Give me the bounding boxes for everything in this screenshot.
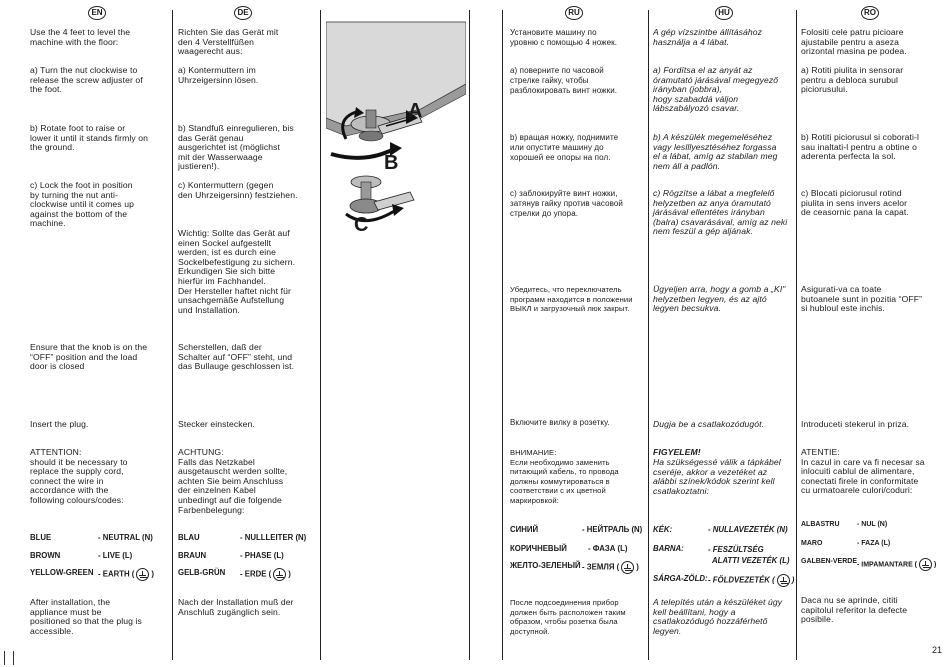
earth-close: ) <box>791 575 795 585</box>
en-step-a: a) Turn the nut clockwise to release the screw adjuster of the foot. <box>30 65 143 95</box>
en-after: After installation, the appliance must be positioned so that the plug is accessible. <box>30 597 142 636</box>
ru-attention: ВНИМАНИЕ: Если необходимо заменить питающий кабель, то провода должны коммутироваться в соответствии с их цветной маркировкой: <box>510 448 619 505</box>
binding-marks <box>4 651 14 665</box>
earth-icon <box>621 561 634 574</box>
wire-color: MARO <box>801 540 823 547</box>
divider <box>502 10 503 660</box>
hu-attention-head: FIGYELEM! <box>653 447 701 457</box>
lang-badge-de: DE <box>234 6 252 20</box>
ro-after: Daca nu se aprinde, cititi capitolul referitor la defecte posibile. <box>801 595 908 625</box>
wire-code: - НЕЙТРАЛЬ (N) <box>582 525 643 534</box>
earth-icon <box>136 568 149 581</box>
figure-label-c: C <box>354 214 369 236</box>
figure-label-b: B <box>384 152 399 174</box>
lang-badge-ru: RU <box>565 6 583 20</box>
wire-color: YELLOW-GREEN <box>30 568 94 577</box>
earth-close: ) <box>934 561 937 569</box>
de-step-c: c) Kontermuttern (gegen den Uhrzeigersinn) festziehen. <box>178 180 298 200</box>
earth-icon <box>919 558 932 571</box>
wire-code: - NEUTRAL (N) <box>98 533 153 542</box>
ro-attention: ATENTIE: In cazul in care va fi necesar sa inlocuiti cablul de alimentare, conectati firele in conformitate cu urmatoarele culori/coduri: <box>801 447 925 496</box>
ru-plug: Включите вилку в розетку. <box>510 418 610 427</box>
figure-label-a: A <box>408 100 423 122</box>
wire-code: - NULLAVEZETÉK (N) <box>708 525 788 534</box>
wire-color: GELB-GRÜN <box>178 568 226 577</box>
hu-after: A telepítés után a készüléket úgy kell beállítani, hogy a csatlakozódugó hozzáférhető legyen. <box>653 597 783 636</box>
wire-code-text: - IMPAMANTARE ( <box>857 561 918 569</box>
ro-step-c: c) Blocati piciorusul rotind piulita in sens invers acelor de ceasornic pana la capat. <box>801 188 909 218</box>
wire-color: GALBEN-VERDE <box>801 558 858 565</box>
wire-color: BRAUN <box>178 551 207 560</box>
en-step-c: c) Lock the foot in position by turning the nut anti- clockwise until it comes up against the bottom of the machine. <box>30 180 134 229</box>
divider <box>172 10 173 660</box>
wire-code <box>98 568 154 581</box>
ru-level: Установите машину по уровню с помощью 4 ножек. <box>510 28 618 47</box>
divider <box>796 10 797 660</box>
en-attention: ATTENTION: should it be necessary to replace the supply cord, connect the wire in accordance with the following colours/codes: <box>30 447 128 505</box>
divider <box>320 10 321 660</box>
de-level: Richten Sie das Gerät mit den 4 Verstellfüßen waagerecht aus: <box>178 27 279 57</box>
wire-code: - NUL (N) <box>857 521 888 528</box>
wire-code: - LIVE (L) <box>98 551 133 560</box>
earth-icon <box>777 574 790 587</box>
wire-code-text: - EARTH ( <box>98 569 135 579</box>
ro-step-b: b) Rotiti piciorusul si coborati-l sau inaltati-l pentru a obtine o aderenta perfecta la sol. <box>801 132 920 162</box>
de-after: Nach der Installation muß der Anschluß zugänglich sein. <box>178 597 294 617</box>
wire-color: BLAU <box>178 533 200 542</box>
wire-color: СИНИЙ <box>510 525 539 534</box>
wire-code-text: - ERDE ( <box>240 569 272 579</box>
wire-color: BLUE <box>30 533 52 542</box>
wire-color: ALBASTRU <box>801 521 840 528</box>
de-plug: Stecker einstecken. <box>178 419 255 429</box>
wire-code <box>582 561 639 574</box>
hu-wire-row <box>653 544 795 566</box>
ro-plug: Introduceti stekerul in priza. <box>801 419 910 429</box>
de-knob: Scherstellen, daß der Schalter auf “OFF” steht, und das Bullauge geschlossen ist. <box>178 342 295 372</box>
wire-code: - ФАЗА (L) <box>588 544 628 553</box>
earth-close: ) <box>288 569 291 579</box>
ru-step-b: b) вращая ножку, поднимите или опустите машину до хорошей ее опоры на пол. <box>510 133 619 162</box>
wire-color: BROWN <box>30 551 61 560</box>
wire-code-text: - FÖLDVEZETÉK ( <box>708 575 775 585</box>
wire-code: - PHASE (L) <box>240 551 284 560</box>
hu-knob: Ügyeljen arra, hogy a gomb a „KI" helyzetben legyen, és az ajtó legyen becsukva. <box>653 284 786 314</box>
wire-color: КОРИЧНЕВЫЙ <box>510 544 567 553</box>
wire-code: - FESZÜLTSÉG ALATTI VEZETÉK (L) <box>708 545 790 565</box>
hu-step-c: c) Rögzítse a lábat a megfelelő helyzetben az anya óramutató járásával ellentétes irányban (balra) csavarásával, amíg az neki nem feszül a gép aljának. <box>653 188 788 237</box>
wire-code-text: - ЗЕМЛЯ ( <box>582 562 620 572</box>
earth-close: ) <box>636 562 639 572</box>
hu-attention: Ha szükségessé válik a tápkábel cseréje, akkor a vezetéket az alábbi színek/kódok szerint kell csatlakoztatni: <box>653 457 781 496</box>
ro-knob: Asigurati-va ca toate butoanele sunt in pozitia “OFF” si hubloul este inchis. <box>801 284 923 314</box>
wire-color: KÉK: <box>653 525 673 534</box>
wire-color: ЖЕЛТО-ЗЕЛЕНЫЙ <box>510 561 581 570</box>
hu-level: A gép vízszintbe állításához használja a 4 lábat. <box>653 27 763 47</box>
wire-code <box>708 574 794 587</box>
page-number: 21 <box>931 645 942 655</box>
de-note: Wichtig: Sollte das Gerät auf einen Sockel aufgestellt werden, ist es durch eine Sockelbefestigung zu sichern. Erkundigen Sie sich bitte hierfür im Fachhandel. Der Hersteller haftet nicht für unsachgemäße Aufstellung und Installation. <box>178 228 296 315</box>
ru-after: После подсоединения прибор должен быть расположен таким образом, чтобы розетка была доступной. <box>510 598 626 636</box>
ru-knob: Убедитесь, что переключатель программ находится в положении ВЫКЛ и загрузочный люк закрыт. <box>510 285 633 314</box>
en-step-b: b) Rotate foot to raise or lower it until it stands firmly on the ground. <box>30 123 149 153</box>
de-attention: ACHTUNG: Falls das Netzkabel ausgetauscht werden sollte, achten Sie beim Anschluss der einzelnen Kabel unbedingt auf die folgende Farbenbelegung: <box>178 447 288 515</box>
en-plug: Insert the plug. <box>30 419 89 429</box>
divider <box>648 10 649 660</box>
ru-step-a: a) поверните по часовой стрелке гайку, чтобы разблокировать винт ножки. <box>510 66 618 95</box>
wire-code: - FAZA (L) <box>857 540 891 547</box>
wire-code <box>240 568 291 581</box>
ru-step-c: c) заблокируйте винт ножки, затянув гайку против часовой стрелки до упора. <box>510 189 623 218</box>
hu-step-a: a) Fordítsa el az anyát az óramutató járásával megegyező irányban (jobbra), hogy szabaddá váljon lábszabályozó csavar. <box>653 65 779 114</box>
wire-code <box>857 558 936 571</box>
ro-step-a: a) Rotiti piulita in sensorar pentru a debloca surubul piciorusului. <box>801 65 904 95</box>
wire-color: BARNA: <box>653 544 684 553</box>
earth-icon <box>273 568 286 581</box>
de-step-a: a) Kontermuttern im Uhrzeigersinn lösen. <box>178 65 259 85</box>
earth-close: ) <box>151 569 154 579</box>
lang-badge-en: EN <box>88 6 106 20</box>
hu-plug: Dugja be a csatlakozódugót. <box>653 419 765 429</box>
hu-step-b: b) A készülék megemeléséhez vagy leslllyesztéséhez forgassa el a lábat, amíg az stabilan meg nem áll a padlón. <box>653 132 778 171</box>
ro-level: Folositi cele patru picioare ajustabile pentru a aseza orizontal masina pe podea. <box>801 27 907 57</box>
lang-badge-ro: RO <box>861 6 879 20</box>
foot-adjustment-drawing <box>326 14 466 264</box>
wire-code: - NULLLEITER (N) <box>240 533 307 542</box>
lang-badge-hu: HU <box>715 6 733 20</box>
wire-color: SÁRGA-ZÖLD: <box>653 574 708 583</box>
divider <box>469 10 470 660</box>
de-step-b: b) Standfuß einregulieren, bis das Gerät genau ausgerichtet ist (möglichst mit der Wasserwaage justieren!). <box>178 123 294 172</box>
en-level: Use the 4 feet to level the machine with the floor: <box>30 27 131 47</box>
en-knob: Ensure that the knob is on the “OFF” position and the load door is closed <box>30 342 148 372</box>
foot-adjustment-illustration <box>326 14 466 264</box>
